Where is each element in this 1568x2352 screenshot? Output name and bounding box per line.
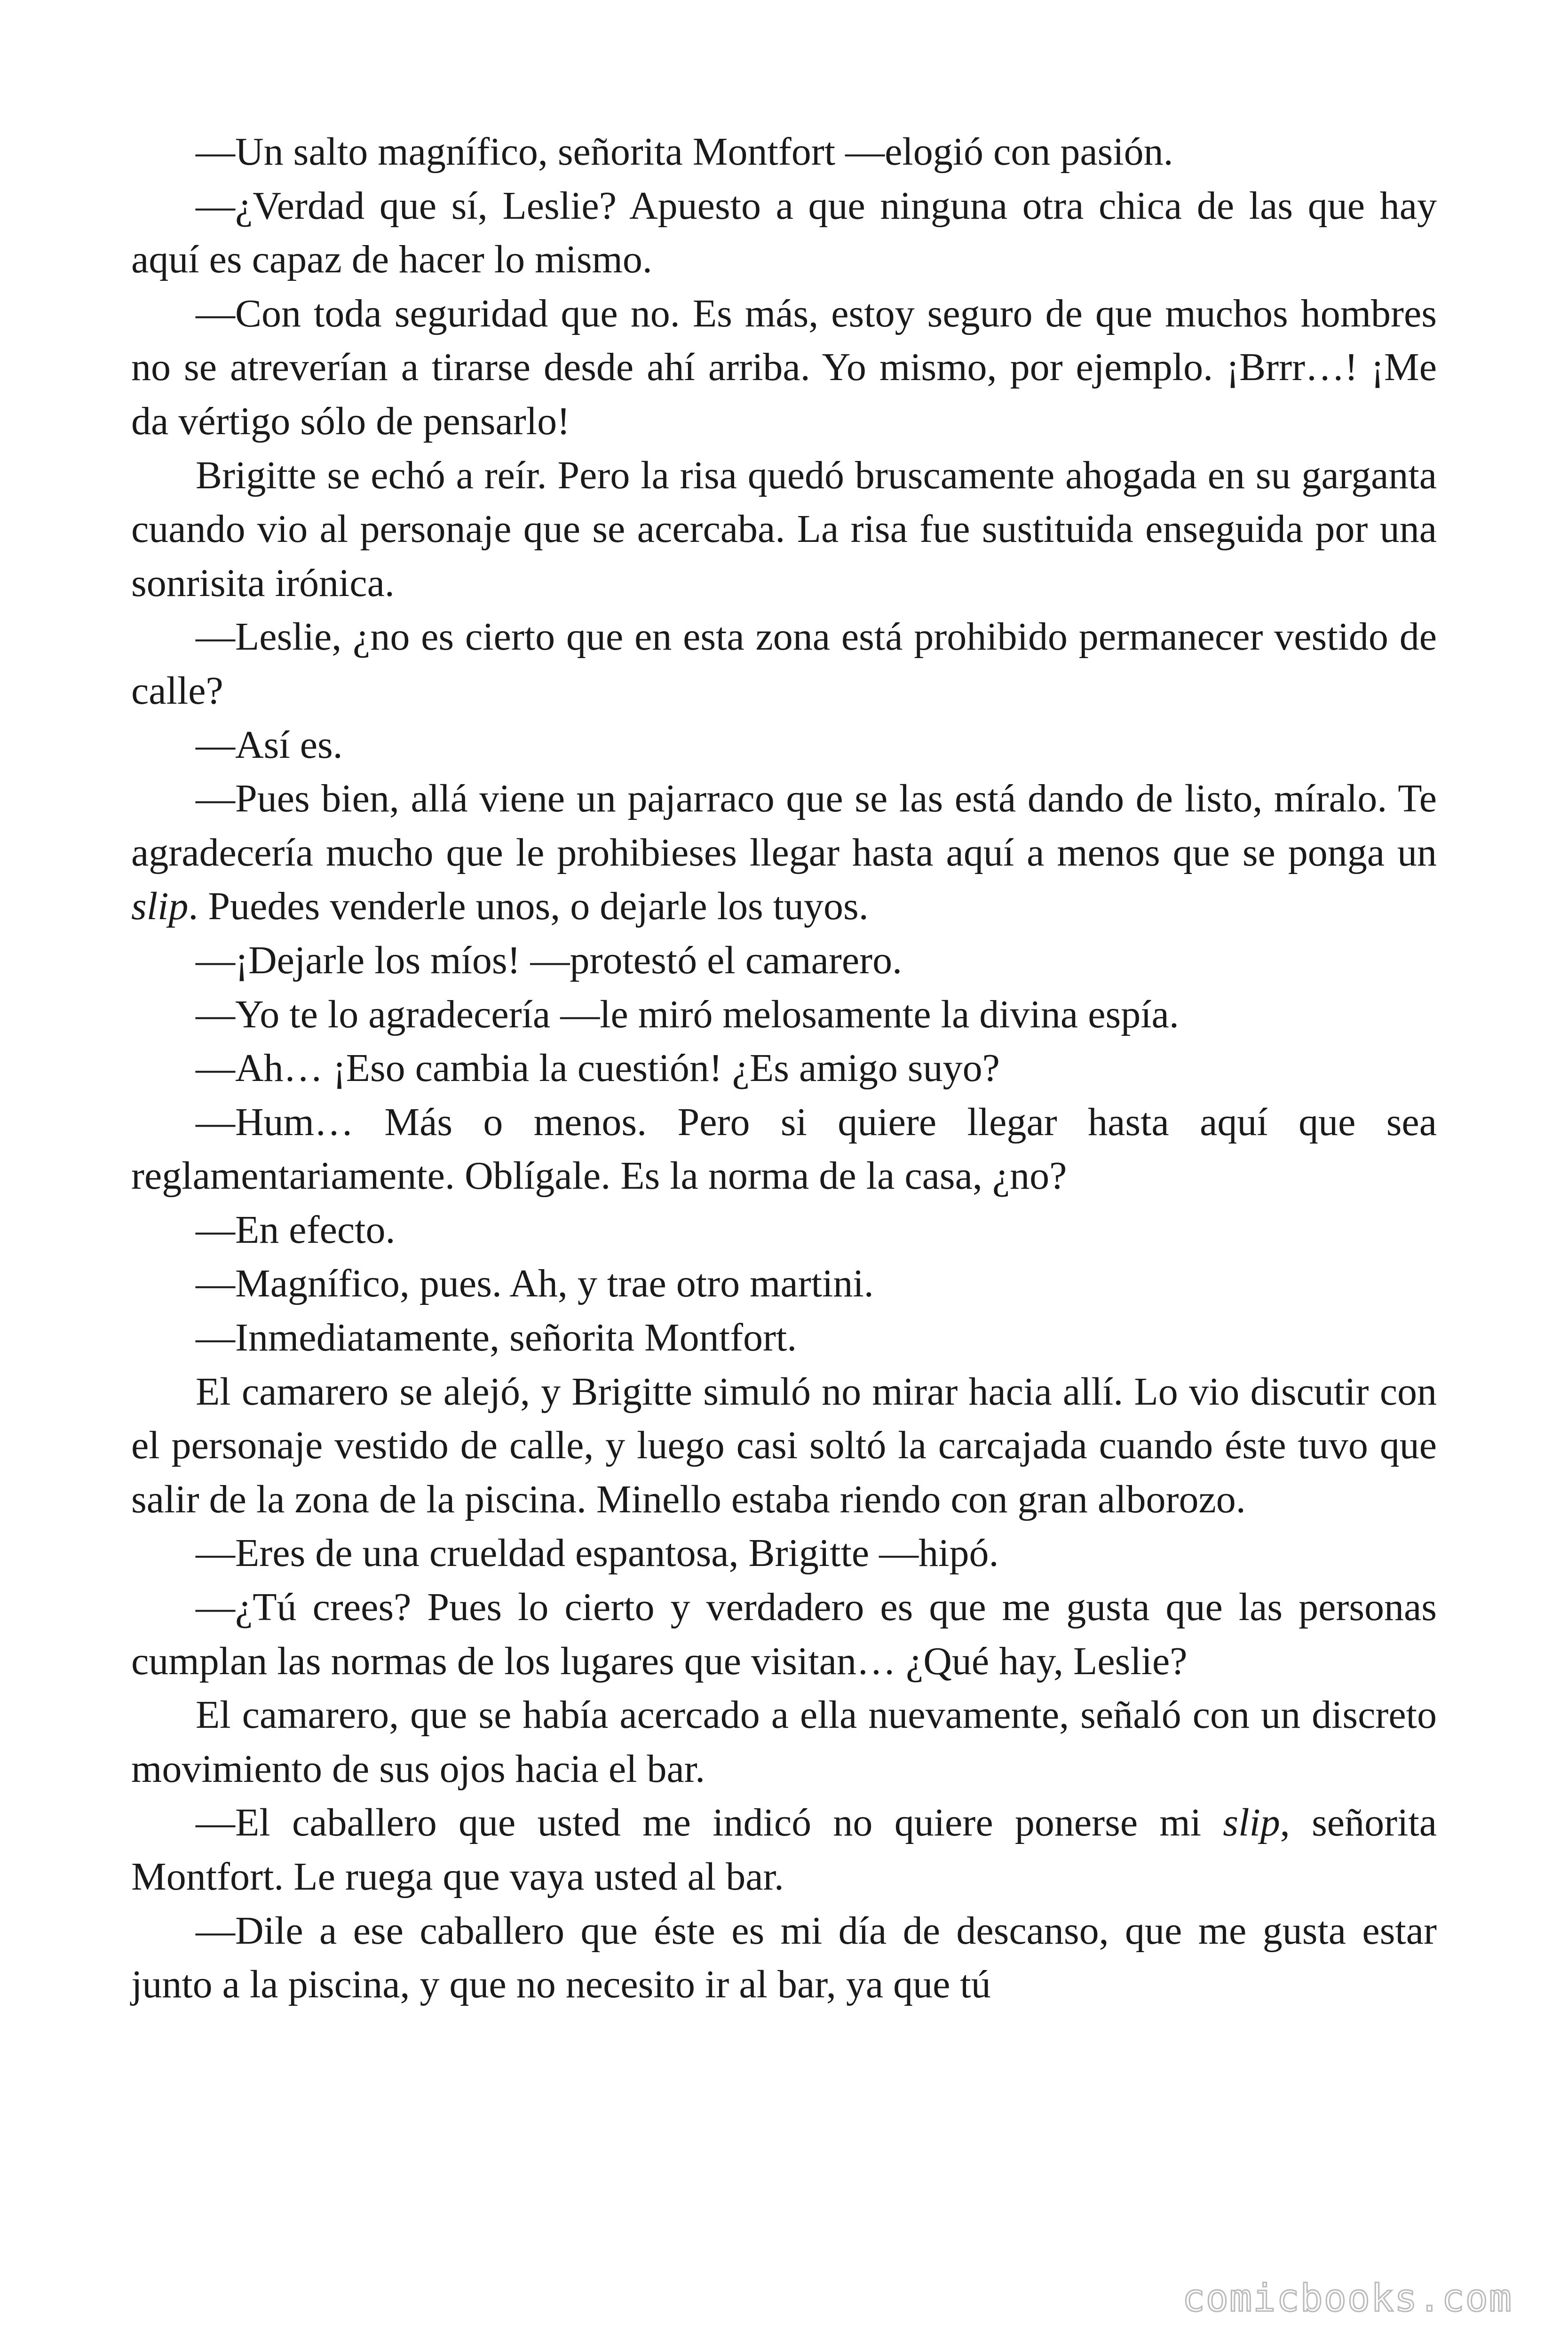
paragraph: —Pues bien, allá viene un pajarraco que se las está dando de listo, míralo. Te agradecería mucho que le prohibieses llegar hasta aquí a menos que se ponga un slip. Puedes venderle unos, o dejarle los tuyos. (131, 777, 1437, 929)
paragraph: —¿Tú crees? Pues lo cierto y verdadero es que me gusta que las personas cumplan las normas de los lugares que visitan… ¿Qué hay, Leslie? (131, 1585, 1437, 1683)
paragraph: —El caballero que usted me indicó no quiere ponerse mi slip, señorita Montfort. Le ruega que vaya usted al bar. (131, 1801, 1437, 1899)
paragraph: —Eres de una crueldad espantosa, Brigitte —hipó. (196, 1531, 999, 1575)
body-text (131, 125, 1437, 2012)
paragraph: —Leslie, ¿no es cierto que en esta zona está prohibido permanecer vestido de calle? (131, 615, 1437, 713)
paragraph: —Ah… ¡Eso cambia la cuestión! ¿Es amigo suyo? (196, 1046, 1000, 1090)
watermark-logo: comicbooks.com (1182, 2276, 1513, 2320)
italic-word: slip (131, 884, 189, 929)
paragraph: —Magnífico, pues. Ah, y trae otro martini. (196, 1262, 874, 1306)
paragraph: —¡Dejarle los míos! —protestó el camarero. (196, 938, 903, 982)
italic-word: slip (1223, 1801, 1280, 1845)
paragraph: El camarero, que se había acercado a ella nuevamente, señaló con un discreto movimiento de sus ojos hacia el bar. (131, 1693, 1437, 1791)
paragraph: —Dile a ese caballero que éste es mi día de descanso, que me gusta estar junto a la piscina, y que no necesito ir al bar, ya que tú (131, 1908, 1437, 2007)
paragraph: —Con toda seguridad que no. Es más, estoy seguro de que muchos hombres no se atreverían a tirarse desde ahí arriba. Yo mismo, por ejemplo. ¡Brrr…! ¡Me da vértigo sólo de pensarlo! (131, 291, 1437, 443)
paragraph: Brigitte se echó a reír. Pero la risa quedó bruscamente ahogada en su garganta cuando vio al personaje que se acercaba. La risa fue sustituida enseguida por una sonrisita irónica. (131, 453, 1437, 605)
paragraph: —En efecto. (196, 1208, 396, 1252)
paragraph: —Yo te lo agradecería —le miró melosamente la divina espía. (196, 992, 1179, 1036)
paragraph: El camarero se alejó, y Brigitte simuló no mirar hacia allí. Lo vio discutir con el personaje vestido de calle, y luego casi soltó la carcajada cuando éste tuvo que salir de la zona de la piscina. Minello estaba riendo con gran alborozo. (131, 1369, 1437, 1521)
paragraph: —Hum… Más o menos. Pero si quiere llegar hasta aquí que sea reglamentariamente. Oblígale. Es la norma de la casa, ¿no? (131, 1100, 1437, 1198)
paragraph: —Inmediatamente, señorita Montfort. (196, 1316, 797, 1360)
paragraph: —Así es. (196, 723, 343, 767)
paragraph: —¿Verdad que sí, Leslie? Apuesto a que ninguna otra chica de las que hay aquí es capaz de hacer lo mismo. (131, 183, 1437, 282)
paragraph: —Un salto magnífico, señorita Montfort —elogió con pasión. (196, 130, 1173, 174)
